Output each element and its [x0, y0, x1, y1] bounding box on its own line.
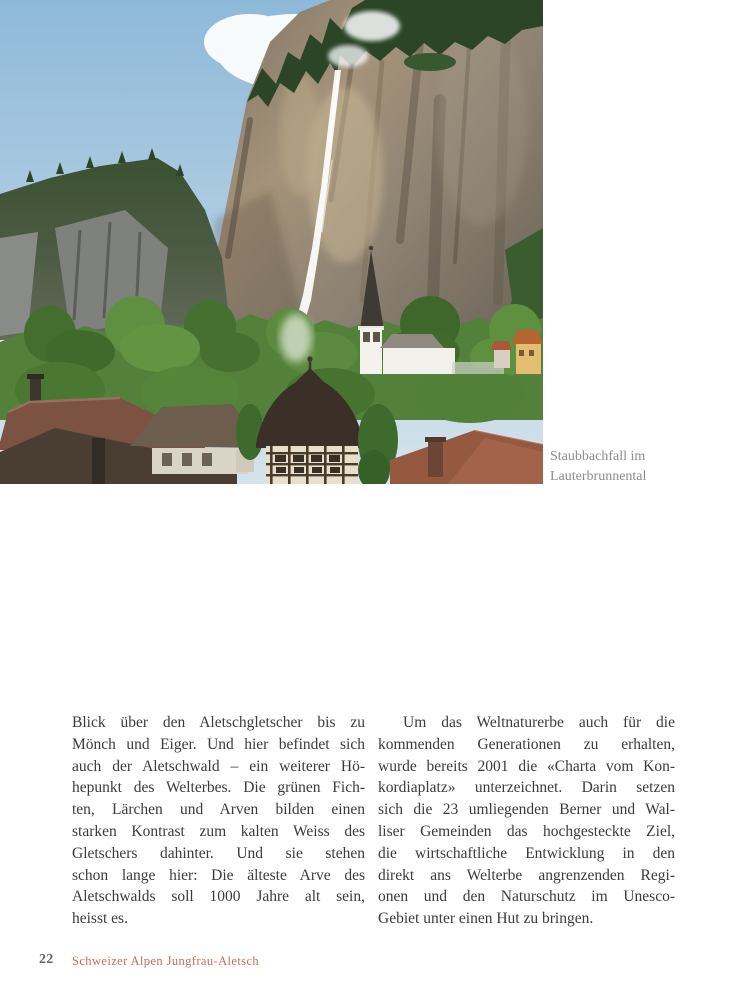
text-line: onen und den Naturschutz im Unesco- [378, 888, 675, 906]
text-line: auch der Aletschwald – ein weiterer Hö- [72, 757, 365, 775]
text-line: Mönch und Eiger. Und hier befindet sich [72, 735, 365, 753]
text-line: kordiaplatz» unterzeichnet. Darin setzen [378, 779, 675, 797]
page-number: 22 [39, 952, 54, 967]
text-line: wurde bereits 2001 die «Charta vom Kon- [378, 757, 675, 775]
photo-staubbachfall [0, 0, 543, 484]
text-line: sich die 23 umliegenden Berner und Wal- [378, 801, 675, 819]
page-footer [0, 952, 739, 976]
text-line: die wirtschaftliche Entwicklung in den [378, 844, 675, 862]
photo-caption [550, 447, 730, 486]
running-title: Schweizer Alpen Jungfrau-Aletsch [72, 954, 260, 968]
text-line: hepunkt des Welterbes. Die grünen Fich- [72, 779, 365, 797]
photo-caption-line-2: Lauterbrunnental [550, 468, 647, 484]
text-line: ten, Lärchen und Arven bilden einen [72, 801, 365, 819]
text-line: direkt ans Welterbe angrenzenden Regi- [378, 866, 675, 884]
text-line: Blick über den Aletschgletscher bis zu [72, 714, 365, 731]
text-line: Aletschwalds soll 1000 Jahre alt sein, [72, 888, 365, 906]
photo-caption-line-1: Staubbachfall im [550, 449, 646, 464]
text-line: starken Kontrast zum kalten Weiss des [72, 822, 365, 840]
photo-illustration [0, 0, 543, 484]
body-column-left [72, 712, 365, 930]
text-line: Um das Weltnaturerbe auch für die [403, 714, 675, 731]
text-line: Gletschers dahinter. Und sie stehen [72, 844, 365, 862]
text-line: kommenden Generationen zu erhalten, [378, 735, 675, 753]
text-line: Gebiet unter einen Hut zu bringen. [378, 910, 594, 928]
text-line: liser Gemeinden das hochgesteckte Ziel, [378, 822, 675, 840]
body-column-right [378, 712, 675, 930]
text-line: heisst es. [72, 910, 128, 928]
text-line: schon lange hier: Die älteste Arve des [72, 866, 365, 884]
